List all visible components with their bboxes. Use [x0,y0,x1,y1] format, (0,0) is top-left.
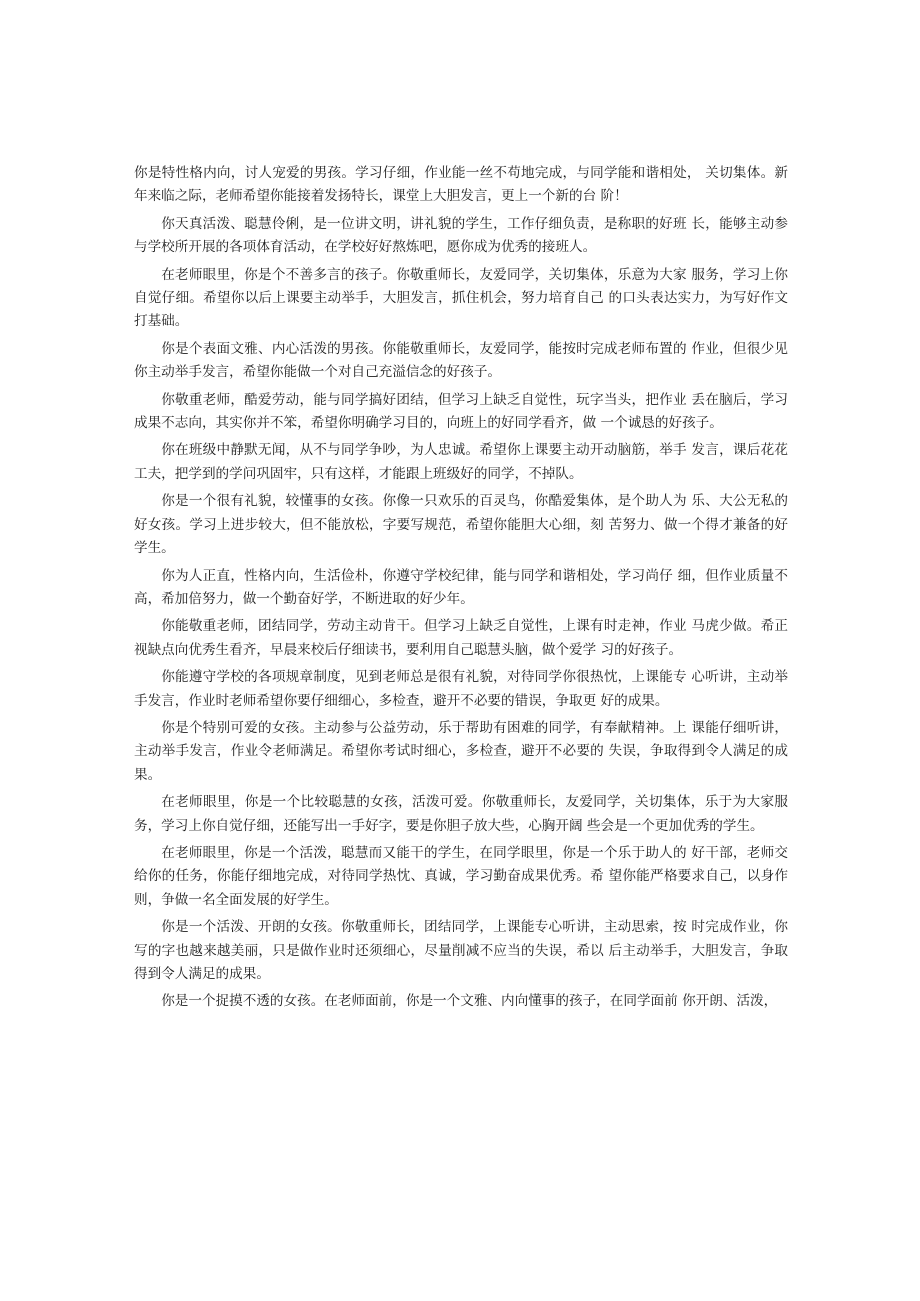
paragraph-4: 你是个表面文雅、内心活泼的男孩。你能敬重师长，友爱同学，能按时完成老师布置的 作业，但很少见你主动举手发言，希望你能做一个对自己充溢信念的好孩子。 [134,340,788,381]
paragraph-8: 你为人正直，性格内向，生活俭朴，你遵守学校纪律，能与同学和谐相处，学习尚仔 细，但作业质量不高，希加倍努力，做一个勤奋好学，不断进取的好少年。 [134,567,788,607]
paragraph-12: 在老师眼里，你是一个比较聪慧的女孩，活泼可爱。你敬重师长，友爱同学，关切集体，乐于为大家服务，学习上你自觉仔细，还能写出一手好字，要是你胆子放大些，心胸开阔 些会是一个更加优秀的学生。 [134,794,788,834]
paragraph-2: 你天真活泼、聪慧伶俐，是一位讲文明，讲礼貌的学生，工作仔细负责，是称职的好班 长，能够主动参与学校所开展的各项体育活动，在学校好好熬炼吧，愿你成为优秀的接班人。 [134,215,788,256]
paragraph-1: 你是特性格内向，讨人宠爱的男孩。学习仔细，作业能一丝不苟地完成，与同学能和谐相处， 关切集体。新年来临之际，老师希望你能接着发扬特长，课堂上大胆发言，更上一个新的台 阶！ [134,165,788,205]
paragraph-13: 在老师眼里，你是一个活泼，聪慧而又能干的学生，在同学眼里，你是一个乐于助人的 好干部，老师交给你的任务，你能仔细地完成，对待同学热忱、真诚，学习勤奋成果优秀。希 望你能严格要求自己，以身作则，争做一名全面发展的好学生。 [134,844,788,908]
paragraph-3: 在老师眼里，你是个不善多言的孩子。你敬重师长，友爱同学，关切集体，乐意为大家 服务，学习上你自觉仔细。希望你以后上课要主动举手，大胆发言，抓住机会，努力培育自己 的口头表达实力，为写好作文打基础。 [134,266,788,330]
paragraph-6: 你在班级中静默无闻，从不与同学争吵，为人忠诚。希望你上课要主动开动脑筋，举手 发言，课后花花工夫，把学到的学问巩固牢，只有这样，才能跟上班级好的同学，不掉队。 [134,442,788,482]
paragraph-5: 你敬重老师，酷爱劳动，能与同学搞好团结，但学习上缺乏自觉性，玩字当头，把作业 丢在脑后，学习成果不志向，其实你并不笨，希望你明确学习目的，向班上的好同学看齐，做 一个诚恳的好孩子。 [134,391,788,432]
paragraph-7: 你是一个很有礼貌，较懂事的女孩。你像一只欢乐的百灵鸟，你酷爱集体，是个助人为 乐、大公无私的好女孩。学习上进步较大，但不能放松，字要写规范，希望你能胆大心细，刻 苦努力、做一个得才兼备的好学生。 [134,493,788,557]
paragraph-11: 你是个特别可爱的女孩。主动参与公益劳动，乐于帮助有困难的同学，有奉献精神。上 课能仔细听讲，主动举手发言，作业令老师满足。希望你考试时细心，多检查，避开不必要的 失误，争取得到令人满足的成果。 [134,719,788,783]
document-body [134,162,788,1018]
paragraph-10: 你能遵守学校的各项规章制度，见到老师总是很有礼貌，对待同学你很热忱，上课能专 心听讲，主动举手发言，作业时老师希望你要仔细细心，多检查，避开不必要的错误，争取更 好的成果。 [134,669,788,709]
paragraph-9: 你能敬重老师，团结同学，劳动主动肯干。但学习上缺乏自觉性，上课有时走神，作业 马虎少做。希正视缺点向优秀生看齐，早晨来校后仔细读书，要利用自己聪慧头脑，做个爱学 习的好孩子。 [134,618,788,658]
paragraph-14: 你是一个活泼、开朗的女孩。你敬重师长，团结同学，上课能专心听讲，主动思索，按 时完成作业，你写的字也越来越美丽，只是做作业时还须细心，尽量削减不应当的失误，希以 后主动举手，大胆发言，争取得到令人满足的成果。 [134,919,788,982]
paragraph-15: 你是一个捉摸不透的女孩。在老师面前，你是一个文雅、内向懂事的孩子，在同学面前 你开朗、活泼， [161,993,778,1010]
